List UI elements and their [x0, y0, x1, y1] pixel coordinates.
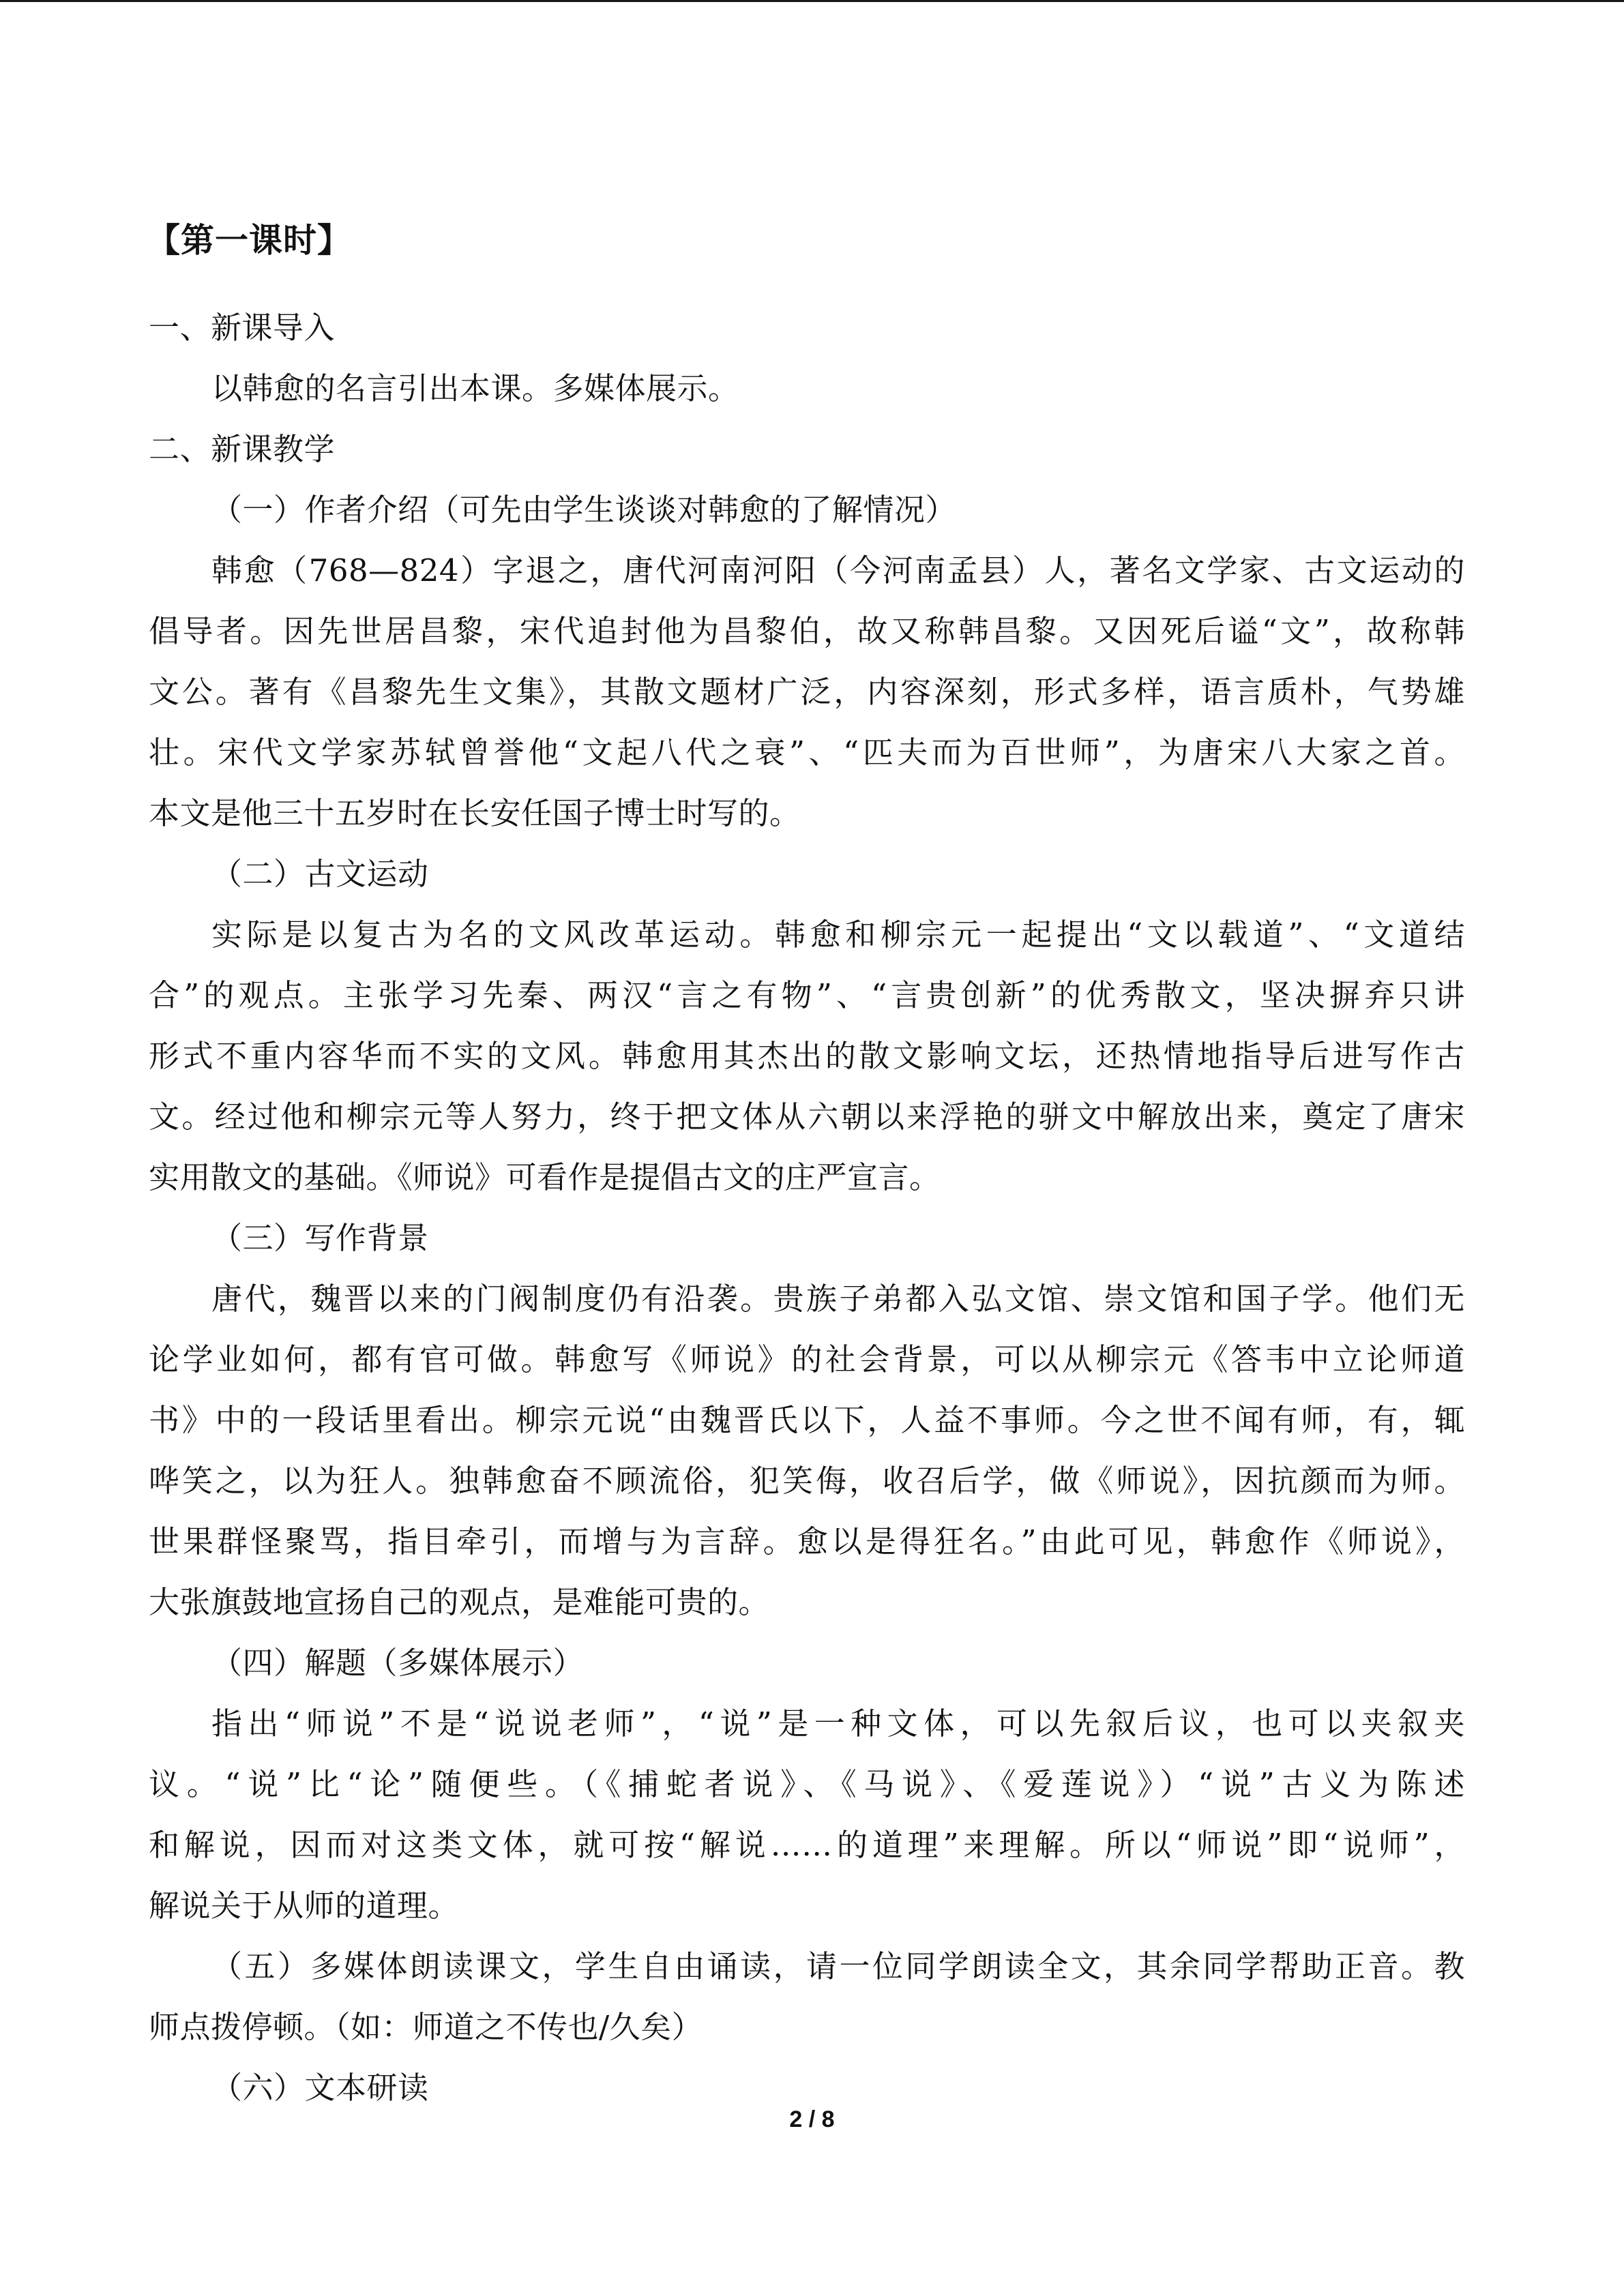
text-line: 形式不重内容华而不实的文风。韩愈用其杰出的散文影响文坛，还热情地指导后进写作古 [149, 1038, 1465, 1074]
text-line: 议。“说”比“论”随便些。（《捕蛇者说》、《马说》、《爱莲说》）“说”古义为陈述 [149, 1766, 1465, 1802]
text-line: 二、新课教学 [149, 431, 336, 467]
body-text [149, 297, 1465, 2118]
text-line: 论学业如何，都有官可做。韩愈写《师说》的社会背景，可以从柳宗元《答韦中立论师道 [149, 1341, 1465, 1377]
text-line: 一、新课导入 [149, 310, 336, 346]
text-line: 文。经过他和柳宗元等人努力，终于把文体从六朝以来浮艳的骈文中解放出来，奠定了唐宋 [149, 1099, 1465, 1135]
text-line: （四）解题（多媒体展示） [211, 1645, 585, 1681]
lesson-heading: 【第一课时】 [147, 221, 352, 260]
text-line: 本文是他三十五岁时在长安任国子博士时写的。 [149, 795, 801, 831]
text-line: 文公。著有《昌黎先生文集》，其散文题材广泛，内容深刻，形式多样，语言质朴，气势雄 [149, 674, 1465, 710]
text-line: 大张旗鼓地宣扬自己的观点，是难能可贵的。 [149, 1584, 770, 1620]
text-line: 师点拨停顿。（如：师道之不传也/久矣） [149, 2009, 703, 2045]
text-line: 和解说，因而对这类文体，就可按“解说……的道理”来理解。所以“师说”即“说师”， [149, 1827, 1465, 1863]
text-line: 解说关于从师的道理。 [149, 1888, 460, 1924]
text-line: （一）作者介绍（可先由学生谈谈对韩愈的了解情况） [211, 492, 957, 528]
text-line: 合”的观点。主张学习先秦、两汉“言之有物”、“言贵创新”的优秀散文，坚决摒弃只讲 [149, 977, 1465, 1013]
text-line: （二）古文运动 [211, 856, 429, 892]
page-number: 2 / 8 [789, 2106, 835, 2132]
text-line: 实际是以复古为名的文风改革运动。韩愈和柳宗元一起提出“文以载道”、“文道结 [211, 916, 1465, 953]
text-line: （五）多媒体朗读课文，学生自由诵读，请一位同学朗读全文，其余同学帮助正音。教 [211, 1948, 1465, 1984]
top-border-line [0, 0, 1624, 2]
text-line: 倡导者。因先世居昌黎，宋代追封他为昌黎伯，故又称韩昌黎。又因死后谥“文”，故称韩 [149, 613, 1465, 649]
text-line: 指出“师说”不是“说说老师”，“说”是一种文体，可以先叙后议，也可以夹叙夹 [211, 1705, 1465, 1742]
text-line: 哗笑之，以为狂人。独韩愈奋不顾流俗，犯笑侮，收召后学，做《师说》，因抗颜而为师。 [149, 1463, 1465, 1499]
text-line: 以韩愈的名言引出本课。多媒体展示。 [211, 370, 739, 406]
text-line: 书》中的一段话里看出。柳宗元说“由魏晋氏以下，人益不事师。今之世不闻有师，有，辄 [149, 1402, 1465, 1438]
text-line: （三）写作背景 [211, 1220, 429, 1256]
text-line: 世果群怪聚骂，指目牵引，而增与为言辞。愈以是得狂名。”由此可见，韩愈作《师说》， [149, 1523, 1465, 1560]
text-line: （六）文本研读 [211, 2070, 429, 2106]
text-line: 实用散文的基础。《师说》可看作是提倡古文的庄严宣言。 [149, 1159, 941, 1195]
text-line: 唐代，魏晋以来的门阀制度仍有沿袭。贵族子弟都入弘文馆、崇文馆和国子学。他们无 [211, 1281, 1465, 1317]
text-line: 壮。宋代文学家苏轼曾誉他“文起八代之衰”、“匹夫而为百世师”，为唐宋八大家之首。 [149, 734, 1465, 771]
text-line: 韩愈（768—824）字退之，唐代河南河阳（今河南孟县）人，著名文学家、古文运动的 [211, 552, 1465, 588]
